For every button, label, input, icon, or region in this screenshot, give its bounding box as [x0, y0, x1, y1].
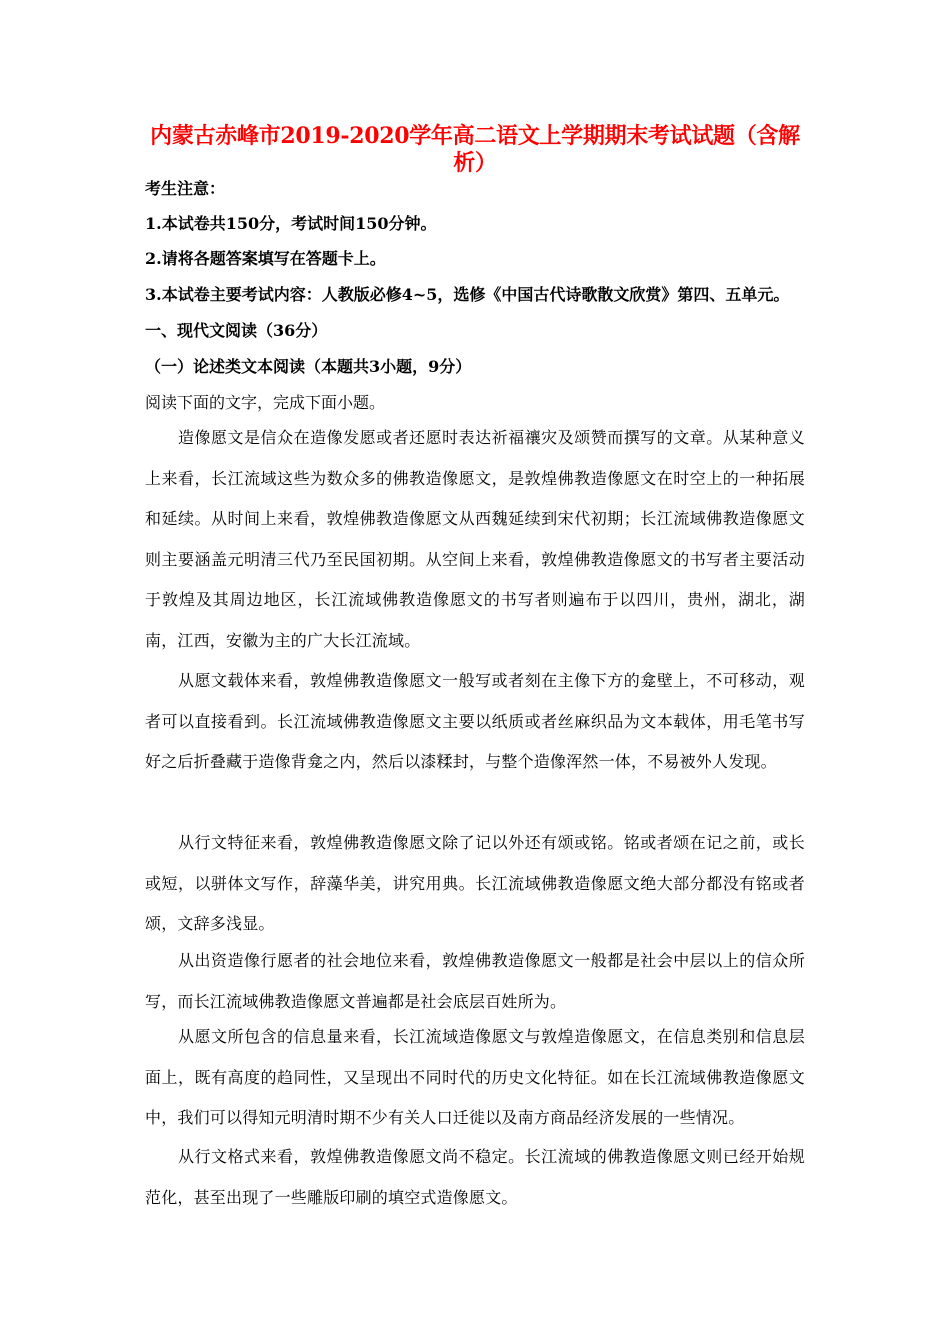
notice-item-3: 3.本试卷主要考试内容：人教版必修4~5，选修《中国古代诗歌散文欣赏》第四、五单元。 [145, 285, 790, 304]
paragraph: 从出资造像行愿者的社会地位来看，敦煌佛教造像愿文一般都是社会中层以上的信众所写，而长江流域佛教造像愿文普遍都是社会底层百姓所为。 [145, 951, 805, 1011]
reading-instruction: 阅读下面的文字，完成下面小题。 [145, 393, 386, 412]
section-subheading: （一）论述类文本阅读（本题共3小题，9分） [145, 357, 472, 376]
notice-item-2: 2.请将各题答案填写在答题卡上。 [145, 249, 386, 268]
section-heading: 一、现代文阅读（36分） [145, 321, 328, 340]
paragraph: 从行文特征来看，敦煌佛教造像愿文除了记以外还有颂或铭。铭或者颂在记之前，或长或短，以骈体文写作，辞藻华美，讲究用典。长江流域佛教造像愿文绝大部分都没有铭或者颂，文辞多浅显。 [145, 833, 805, 934]
paragraph: 从行文格式来看，敦煌佛教造像愿文尚不稳定。长江流域的佛教造像愿文则已经开始规范化，甚至出现了一些雕版印刷的填空式造像愿文。 [145, 1147, 805, 1207]
notice-heading: 考生注意： [145, 179, 226, 198]
paragraph: 从愿文所包含的信息量来看，长江流域造像愿文与敦煌造像愿文，在信息类别和信息层面上，既有高度的趋同性，又呈现出不同时代的历史文化特征。如在长江流域佛教造像愿文中，我们可以得知元明清时期不少有关人口迁徙以及南方商品经济发展的一些情况。 [145, 1027, 805, 1128]
document-title: 内蒙古赤峰市2019-2020学年高二语文上学期期末考试试题（含解析） [150, 123, 800, 176]
notice-item-1: 1.本试卷共150分，考试时间150分钟。 [145, 214, 437, 233]
paragraph: 从愿文载体来看，敦煌佛教造像愿文一般写或者刻在主像下方的龛壁上，不可移动，观者可以直接看到。长江流域佛教造像愿文主要以纸质或者丝麻织品为文本载体，用毛笔书写好之后折叠藏于造像背龛之内，然后以漆糅封，与整个造像浑然一体，不易被外人发现。 [145, 671, 805, 772]
paragraph: 造像愿文是信众在造像发愿或者还愿时表达祈福禳灾及颂赞而撰写的文章。从某种意义上来看，长江流域这些为数众多的佛教造像愿文，是敦煌佛教造像愿文在时空上的一种拓展和延续。从时间上来看，敦煌佛教造像愿文从西魏延续到宋代初期；长江流域佛教造像愿文则主要涵盖元明清三代乃至民国初期。从空间上来看，敦煌佛教造像愿文的书写者主要活动于敦煌及其周边地区，长江流域佛教造像愿文的书写者则遍布于以四川，贵州，湖北，湖南，江西，安徽为主的广大长江流域。 [145, 428, 805, 650]
